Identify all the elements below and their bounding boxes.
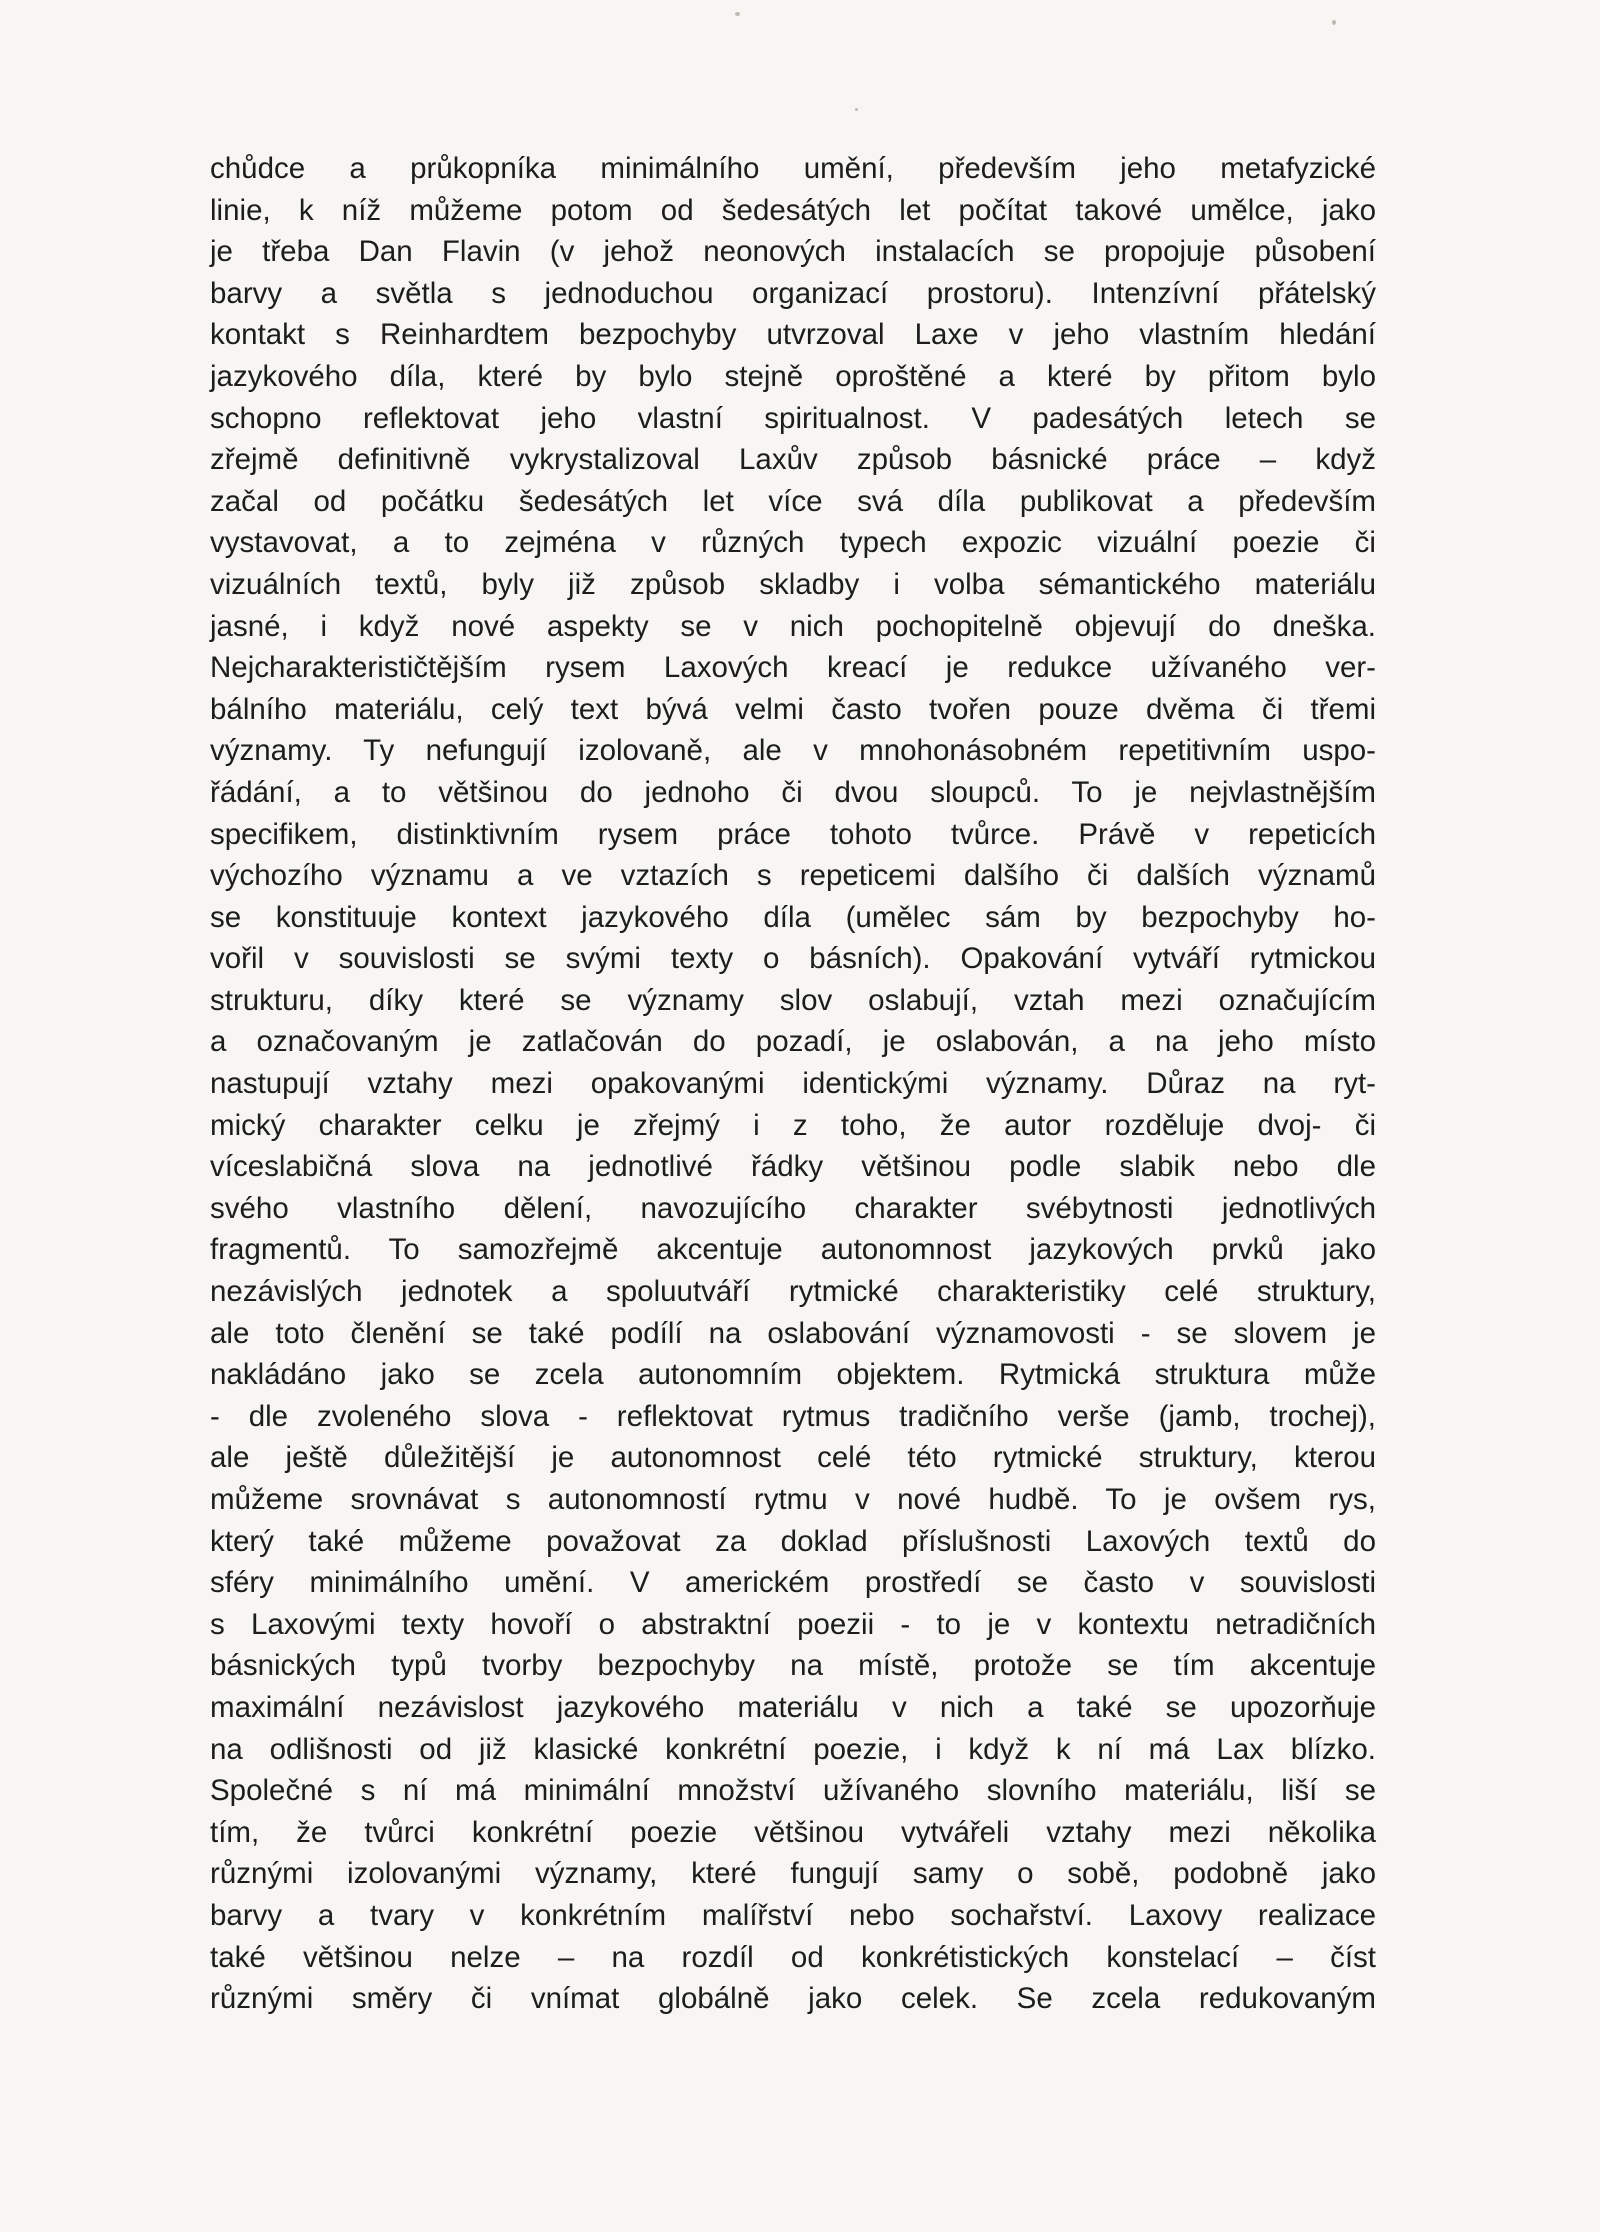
paper-speck xyxy=(735,12,740,16)
text-line: nakládáno jako se zcela autonomním objektem. Rytmická struktura může xyxy=(210,1358,1376,1392)
text-line: linie, k níž můžeme potom od šedesátých let počítat takové umělce, jako xyxy=(210,193,1376,227)
text-line: se konstituuje kontext jazykového díla (umělec sám by bezpochyby ho- xyxy=(210,900,1376,934)
text-line: nezávislých jednotek a spoluutváří rytmické charakteristiky celé struktury, xyxy=(210,1275,1376,1309)
text-line: barvy a světla s jednoduchou organizací prostoru). Intenzívní přátelský xyxy=(210,276,1376,310)
text-line: začal od počátku šedesátých let více svá díla publikovat a především xyxy=(210,484,1376,518)
text-line: svého vlastního dělení, navozujícího charakter svébytnosti jednotlivých xyxy=(210,1191,1376,1225)
text-line: Společné s ní má minimální množství užívaného slovního materiálu, liší se xyxy=(210,1774,1376,1808)
text-line: - dle zvoleného slova - reflektovat rytmus tradičního verše (jamb, trochej), xyxy=(210,1399,1376,1433)
paper-speck xyxy=(1332,20,1336,25)
text-line: řádání, a to většinou do jednoho či dvou sloupců. To je nejvlastnějším xyxy=(210,775,1376,809)
text-line: nastupují vztahy mezi opakovanými identickými významy. Důraz na ryt- xyxy=(210,1067,1376,1101)
text-line: sféry minimálního umění. V americkém prostředí se často v souvislosti xyxy=(210,1566,1376,1600)
text-line: strukturu, díky které se významy slov oslabují, vztah mezi označujícím xyxy=(210,983,1376,1017)
text-line: fragmentů. To samozřejmě akcentuje autonomnost jazykových prvků jako xyxy=(210,1233,1376,1267)
text-line: můžeme srovnávat s autonomností rytmu v nové hudbě. To je ovšem rys, xyxy=(210,1483,1376,1516)
text-line: vizuálních textů, byly již způsob skladby i volba sémantického materiálu xyxy=(210,567,1376,601)
paper-speck xyxy=(855,108,858,111)
text-line: tím, že tvůrci konkrétní poezie většinou vytvářeli vztahy mezi několika xyxy=(210,1815,1376,1849)
text-line: výchozího významu a ve vztazích s repeticemi dalšího či dalších významů xyxy=(210,859,1376,893)
text-line: kontakt s Reinhardtem bezpochyby utvrzoval Laxe v jeho vlastním hledání xyxy=(210,318,1376,352)
text-line: vořil v souvislosti se svými texty o básních). Opakování vytváří rytmickou xyxy=(210,942,1376,976)
text-line: vystavovat, a to zejména v různých typech expozic vizuální poezie či xyxy=(210,526,1376,560)
text-line: jasné, i když nové aspekty se v nich pochopitelně objevují do dneška. xyxy=(210,609,1376,643)
body-text xyxy=(210,148,1376,2020)
text-line: ale toto členění se také podílí na oslabování významovosti - se slovem je xyxy=(210,1316,1376,1350)
text-line: také většinou nelze – na rozdíl od konkrétistických konstelací – číst xyxy=(210,1940,1376,1974)
text-line: barvy a tvary v konkrétním malířství nebo sochařství. Laxovy realizace xyxy=(210,1898,1376,1932)
text-line: básnických typů tvorby bezpochyby na místě, protože se tím akcentuje xyxy=(210,1649,1376,1683)
text-line: jazykového díla, které by bylo stejně oproštěné a které by přitom bylo xyxy=(210,359,1376,393)
text-line: specifikem, distinktivním rysem práce tohoto tvůrce. Právě v repeticích xyxy=(210,817,1376,851)
text-line: maximální nezávislost jazykového materiálu v nich a také se upozorňuje xyxy=(210,1690,1376,1724)
text-line: bálního materiálu, celý text bývá velmi často tvořen pouze dvěma či třemi xyxy=(210,692,1376,726)
text-line: na odlišnosti od již klasické konkrétní poezie, i když k ní má Lax blízko. xyxy=(210,1732,1376,1766)
text-line: víceslabičná slova na jednotlivé řádky většinou podle slabik nebo dle xyxy=(210,1150,1376,1184)
text-line: ale ještě důležitější je autonomnost celé této rytmické struktury, kterou xyxy=(210,1441,1376,1475)
text-line: schopno reflektovat jeho vlastní spiritualnost. V padesátých letech se xyxy=(210,401,1376,435)
text-line: různými izolovanými významy, které fungují samy o sobě, podobně jako xyxy=(210,1857,1376,1891)
text-line: chůdce a průkopníka minimálního umění, především jeho metafyzické xyxy=(210,152,1376,185)
text-line: mický charakter celku je zřejmý i z toho, že autor rozděluje dvoj- či xyxy=(210,1108,1376,1142)
text-line: významy. Ty nefungují izolovaně, ale v mnohonásobném repetitivním uspo- xyxy=(210,734,1376,768)
text-line: s Laxovými texty hovoří o abstraktní poezii - to je v kontextu netradičních xyxy=(210,1607,1376,1641)
text-line: a označovaným je zatlačován do pozadí, je oslabován, a na jeho místo xyxy=(210,1025,1376,1059)
text-line: který také můžeme považovat za doklad příslušnosti Laxových textů do xyxy=(210,1524,1376,1558)
text-line: Nejcharakterističtějším rysem Laxových kreací je redukce užívaného ver- xyxy=(210,651,1376,685)
text-line: různými směry či vnímat globálně jako celek. Se zcela redukovaným xyxy=(210,1982,1376,2016)
text-line: je třeba Dan Flavin (v jehož neonových instalacích se propojuje působení xyxy=(210,235,1376,269)
text-line: zřejmě definitivně vykrystalizoval Laxův způsob básnické práce – když xyxy=(210,443,1376,477)
